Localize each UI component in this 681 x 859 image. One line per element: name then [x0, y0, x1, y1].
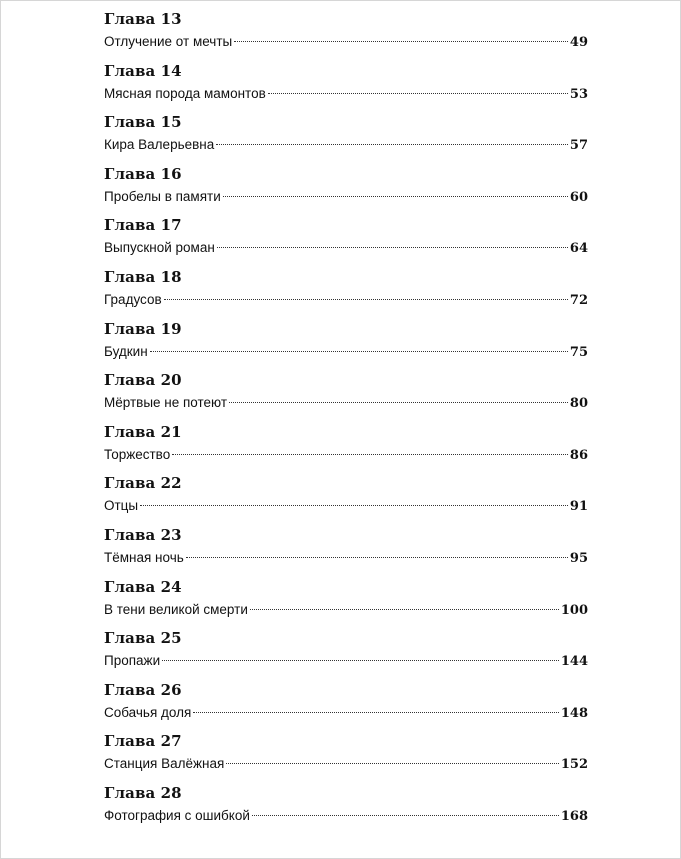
toc-entry — [104, 165, 588, 217]
dot-leader — [162, 660, 559, 661]
chapter-heading: Глава 21 — [104, 422, 182, 441]
chapter-title: Собачья доля — [104, 704, 192, 720]
toc-entry — [104, 320, 588, 372]
toc-line — [104, 239, 588, 257]
toc-entry — [104, 629, 588, 681]
toc-line — [104, 343, 588, 361]
dot-leader — [216, 144, 568, 145]
toc-line — [104, 136, 588, 154]
page-number: 86 — [569, 447, 588, 463]
dot-leader — [172, 454, 568, 455]
chapter-title: Выпускной роман — [104, 240, 215, 256]
toc-line — [104, 188, 588, 206]
chapter-heading: Глава 22 — [104, 474, 182, 493]
page-number: 168 — [560, 808, 588, 824]
table-of-contents — [104, 10, 588, 836]
toc-entry — [104, 732, 588, 784]
page-number: 148 — [560, 705, 588, 721]
dot-leader — [268, 93, 568, 94]
chapter-heading: Глава 18 — [104, 267, 182, 286]
toc-entry — [104, 681, 588, 733]
dot-leader — [164, 299, 568, 300]
toc-line — [104, 652, 588, 670]
toc-entry — [104, 784, 588, 836]
chapter-heading: Глава 17 — [104, 216, 182, 235]
dot-leader — [217, 247, 568, 248]
chapter-title: Станция Валёжная — [104, 756, 225, 772]
toc-entry — [104, 216, 588, 268]
chapter-heading: Глава 24 — [104, 577, 182, 596]
chapter-title: Мясная порода мамонтов — [104, 85, 266, 101]
chapter-heading: Глава 20 — [104, 371, 182, 390]
chapter-title: Отцы — [104, 498, 139, 514]
chapter-title: Отлучение от мечты — [104, 34, 233, 49]
toc-entry — [104, 10, 588, 62]
dot-leader — [140, 505, 568, 506]
chapter-title: Фотография с ошибкой — [104, 807, 250, 823]
chapter-title: Кира Валерьевна — [104, 137, 215, 153]
toc-line — [104, 497, 588, 515]
chapter-heading: Глава 16 — [104, 164, 182, 183]
chapter-title: Тёмная ночь — [104, 549, 184, 565]
dot-leader — [223, 196, 568, 197]
toc-line — [104, 549, 588, 567]
chapter-title: Пропажи — [104, 653, 161, 669]
dot-leader — [193, 712, 559, 713]
dot-leader — [226, 763, 559, 764]
page-number: 152 — [560, 757, 588, 773]
toc-line — [104, 601, 588, 619]
page-number: 80 — [569, 396, 588, 412]
dot-leader — [234, 41, 568, 42]
chapter-heading: Глава 15 — [104, 113, 182, 132]
chapter-heading: Глава 26 — [104, 680, 182, 699]
chapter-heading: Глава 19 — [104, 319, 182, 338]
toc-line — [104, 704, 588, 722]
chapter-title: Торжество — [104, 446, 171, 462]
page-number: 75 — [569, 344, 588, 360]
dot-leader — [252, 815, 559, 816]
chapter-heading: Глава 13 — [104, 10, 182, 28]
chapter-title: Мёртвые не потеют — [104, 395, 228, 411]
dot-leader — [186, 557, 568, 558]
toc-line — [104, 291, 588, 309]
chapter-heading: Глава 25 — [104, 629, 182, 648]
toc-line — [104, 394, 588, 412]
page-number: 60 — [569, 189, 588, 205]
toc-entry — [104, 526, 588, 578]
dot-leader — [150, 351, 568, 352]
chapter-title: Градусов — [104, 291, 162, 307]
toc-entry — [104, 578, 588, 630]
chapter-heading: Глава 28 — [104, 783, 182, 802]
chapter-title: В тени великой смерти — [104, 601, 248, 617]
page-number: 57 — [569, 138, 588, 154]
page-number: 144 — [560, 654, 588, 670]
dot-leader — [250, 609, 559, 610]
chapter-heading: Глава 14 — [104, 61, 182, 80]
chapter-title: Будкин — [104, 343, 148, 359]
page-number: 49 — [569, 35, 588, 50]
toc-entry — [104, 268, 588, 320]
toc-entry — [104, 62, 588, 114]
dot-leader — [229, 402, 568, 403]
toc-line — [104, 446, 588, 464]
toc-line — [104, 85, 588, 103]
toc-line — [104, 807, 588, 825]
page-number: 91 — [569, 499, 588, 515]
chapter-heading: Глава 27 — [104, 732, 182, 751]
toc-line — [104, 755, 588, 773]
toc-line — [104, 33, 588, 51]
chapter-title: Пробелы в памяти — [104, 188, 221, 204]
page-number: 100 — [560, 602, 588, 618]
page-number: 53 — [569, 86, 588, 102]
toc-entry — [104, 371, 588, 423]
page-number: 72 — [569, 292, 588, 308]
chapter-heading: Глава 23 — [104, 525, 182, 544]
toc-entry — [104, 423, 588, 475]
page-number: 64 — [569, 241, 588, 257]
toc-entry — [104, 113, 588, 165]
page-number: 95 — [569, 550, 588, 566]
toc-entry — [104, 474, 588, 526]
